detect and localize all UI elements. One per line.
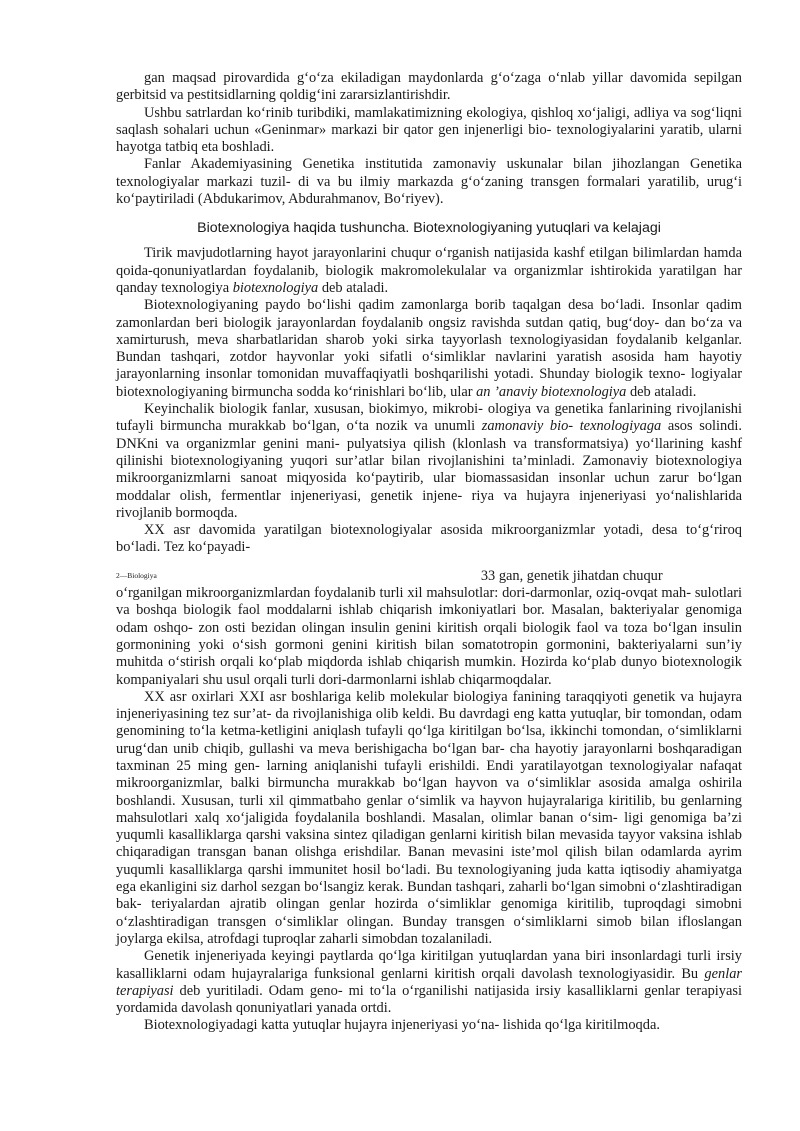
signature-note: 2—Biologiya — [116, 570, 157, 580]
paragraph: XX asr oxirlari XXI asr boshlariga kelib molekular biologiya fanining taraqqiyoti genetik va hujayra injeneriyasining tez sur’at- da rivojlanishiga olib keldi. Bu davrdagi eng katta yutuqlar, bir tomondan, odam genomining to‘la ketma-ketligini aniqlash tufayli qo‘lga kiritilgan bo‘lsa, ikkinchi tomondan, o‘simliklarni urug‘dan unib chiqib, gullashi va meva berishigacha bo‘lgan bar- cha hayotiy jarayonlarni boshqaradigan taxminan 25 ming gen- larning aniqlanishi tufayli erishildi. Endi yaratilayotgan texnologiyalar nafaqat mikroorganizmlar, balki birmuncha murakkab bo‘lgan hayvon va o‘simliklar asosida amalga oshirila boshlandi. Xususan, turli xil qimmatbaho genlar o‘simlik va hayvon hujayralariga kiritilib, bu genlarning mahsulotlari xalq xo‘jaligida foydalanila boshlandi. Masalan, olimlar banan o‘sim- ligi genomiga ba’zi yuqumli kasalliklarga qarshi vaksina sintez qiladigan genlarni kiritish bilan mevasida tayyor vaksina ishlab chiqaradigan transgan banan olishga erishdilar. Banan mevasini iste’mol qilish bilan odamlarda ayrim yuqumli kasalliklarga qarshi immunitet hosil bo‘ladi. Bu texnologiyaning juda katta iqtisodiy ahamiyatga ega ekanligini siz darhol sezgan bo‘lsangiz kerak. Bundan tashqari, zaharli bo‘lgan simobni o‘zlashtiradigan bak- teriyalardan ajratib olingan genlar hozirda o‘simliklar genomiga kiritilib, tuproqdagi simobni o‘zlashtiradigan transgen o‘simliklar olingan. Bunday transgen o‘simliklarni simob bilan ifloslangan joylarga ekilsa, atrofdagi tuproqlar zaharli simobdan tozalaniladi. — [116, 688, 742, 947]
italic-term: zamonaviy bio- texnologiyaga — [481, 418, 662, 435]
paragraph: Fanlar Akademiyasining Genetika institutida zamonaviy uskunalar bilan jihozlangan Genetika texnologiyalar markazi tuzil- di va bu ilmiy markazda g‘o‘zaning transgen formalari yaratilib, urug‘i ko‘paytiriladi (Abdukarimov, Abdurahmanov, Bo‘riyev). — [116, 156, 742, 208]
italic-term: genlar terapiyasi — [116, 965, 742, 999]
paragraph: XX asr davomida yaratilgan biotexnologiyalar asosida mikroorganizmlar yotadi, desa to‘g‘riroq bo‘ladi. Tez ko‘payadi- — [116, 522, 742, 556]
paragraph: Ushbu satrlardan ko‘rinib turibdiki, mamlakatimizning ekologiya, qishloq xo‘jaligi, adliya va sog‘liqni saqlash sohalari uchun «Geninmar» markazi bir qator gen injenerligi bio- texnologiyalarini yaratib, ularni hayotga tatbiq eta boshladi. — [116, 104, 742, 156]
paragraph: gan maqsad pirovardida g‘o‘za ekiladigan maydonlarda g‘o‘zaga o‘nlab yillar davomida sepilgan gerbitsid va pestitsidlarning qoldig‘ini zararsizlantirishdir. — [116, 70, 742, 104]
paragraph: Biotexnologiyaning paydo bo‘lishi qadim zamonlarga borib taqalgan desa bo‘ladi. Insonlar qadim zamonlardan beri biologik jarayonlardan foydalanib ongsiz ravishda sutdan qatiq, bug‘doy- dan bo‘za va xamirturush, meva sharbatlaridan sharob yoki sirka tayyorlash texnologiyasidan foydalanib kelganlar. Bundan tashqari, zotdor hayvonlar yoki sifatli o‘simliklar navlarini yaratish asosida ham hayotiy jarayonlarning insonlar tomonidan muvaffaqiyatli boshqarilishi yotadi. Shunday biologik texno- logiyalar biotexnologiyaning birmuncha sodda ko‘rinishlari bo‘lib, ular an ’anaviy biotexnologiya deb ataladi. — [116, 297, 742, 400]
continuation-text: gan, genetik jihatdan chuqur — [495, 567, 663, 584]
page-number: 33 — [480, 567, 496, 584]
page-footer — [116, 567, 742, 585]
document-page — [116, 70, 742, 1035]
paragraph: Genetik injeneriyada keyingi paytlarda qo‘lga kiritilgan yutuqlardan yana biri insonlardagi turli irsiy kasalliklarni odam hujayralariga funksional genlarni kiritish orqali davolash texnologiyasidir. Bu genlar terapiyasi deb yuritiladi. Odam geno- mi to‘la o‘rganilishi natijasida irsiy kasalliklarni genlar terapiyasi yordamida davolash qonuniyatlari yanada ortdi. — [116, 948, 742, 1017]
section-heading: Biotexnologiya haqida tushuncha. Biotexnologiyaning yutuqlari va kelajagi — [197, 220, 661, 237]
italic-term: an ’anaviy biotexnologiya — [476, 383, 627, 400]
paragraph: Tirik mavjudotlarning hayot jarayonlarini chuqur o‘rganish natijasida kashf etilgan bilimlardan hamda qoida-qonuniyatlardan foydalanib, biologik makromolekulalar va organizmlar ishtirokida yaratilgan har qanday texnologiya biotexnologiya deb ataladi. — [116, 245, 742, 296]
paragraph: Biotexnologiyadagi katta yutuqlar hujayra injeneriyasi yo‘na- lishida qo‘lga kiritilmoqda. — [144, 1017, 660, 1034]
italic-term: biotexnologiya — [232, 279, 319, 296]
paragraph: Keyinchalik biologik fanlar, xususan, biokimyo, mikrobi- ologiya va genetika fanlarining rivojlanishi tufayli birmuncha murakkab bo‘lgan, o‘ta nozik va unumli zamonaviy bio- texnologiyaga asos solindi. DNKni va organizmlar genini mani- pulyatsiya qilish (klonlash va transformatsiya) yo‘llarining kashf qilinishi biotexnologiyaning yuqori sur’atlar bilan rivojlanishini ta’minladi. Zamonaviy biotexnologiya mikroorganizmlarni sanoat miqyosida ko‘paytirib, ular biomassasidan insonlar uchun zarur bo‘lgan moddalar olish, fermentlar injeneriyasi, genetik injene- riya va hujayra injeneriyasi yo‘nalishlarida rivojlanib bormoqda. — [116, 401, 742, 521]
paragraph: o‘rganilgan mikroorganizmlardan foydalanib turli xil mahsulotlar: dori-darmonlar, oziq-ovqat mah- sulotlari va boshqa biologik faol moddalarni ishlab chiqarish imkoniyatlari bor. Masalan, bakteriyalar genomiga odam oshqo- zon osti bezidan olingan insulin genini kiritish orqali biologik faol va toza bo‘lgan insulin gormonining yoki o‘sish gormoni genini kiritish bilan somatotropin gormonini, bakteriyalarni sun’iy muhitda o‘stirish orqali ko‘plab miqdorda ishlab chiqarish mumkin. Hozirda ko‘plab dunyo biotexnologik kompaniyalari shu usul orqali turli dori-darmonlarni ishlab chiqarmoqdalar. — [116, 585, 742, 688]
